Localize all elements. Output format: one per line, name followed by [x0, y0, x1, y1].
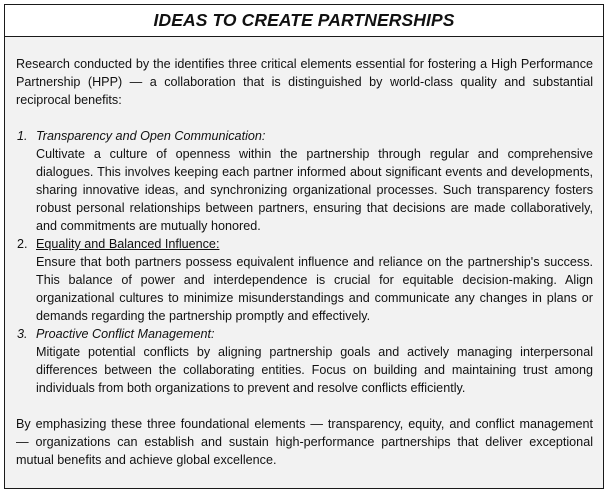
conclusion-paragraph: By emphasizing these three foundational elements — transparency, equity, and conflict management — organizations can establish and sustain high-performance partnerships that deliver exceptional mutual benefits and achieve global excellence. [16, 417, 593, 467]
list-item-text: Ensure that both partners possess equivalent influence and reliance on the partnership's success. This balance of power and interdependence is crucial for equitable decision-making. Align organizational cultures to minimize misunderstandings and communicate any changes in plans or demands regarding the partnership promptly and effectively. [36, 255, 593, 323]
list-item-text: Cultivate a culture of openness within the partnership through regular and comprehensive dialogues. This involves keeping each partner informed about significant events and developments, sharing innovative ideas, and synchronizing organizational processes. Such transparency fosters robust personal relationships between partners, ensuring that decisions are made collaboratively, and commitments are mutually honored. [36, 147, 593, 233]
list-item-number: 2. [17, 237, 28, 251]
intro-paragraph: Research conducted by the identifies three critical elements essential for fostering a High Performance Partnership (HPP) — a collaboration that is distinguished by world-class quality and substantial reciprocal benefits: [16, 57, 593, 107]
list-item-equality [16, 235, 593, 325]
document-frame [4, 4, 604, 489]
list-item-transparency [16, 127, 593, 235]
list-item-heading: Equality and Balanced Influence: [36, 237, 220, 251]
list-item-number: 1. [17, 129, 28, 143]
list-item-conflict [16, 325, 593, 397]
document-body [5, 37, 603, 488]
list-item-heading: Transparency and Open Communication: [36, 129, 266, 143]
list-item-text: Mitigate potential conflicts by aligning partnership goals and actively managing interpersonal differences between the collaborating entities. Focus on building and maintaining trust among individuals from both organizations to prevent and resolve conflicts efficiently. [36, 345, 593, 395]
document-title: IDEAS TO CREATE PARTNERSHIPS [153, 10, 455, 30]
title-bar [5, 5, 603, 37]
list-item-number: 3. [17, 327, 28, 341]
elements-list [16, 127, 593, 397]
list-item-heading: Proactive Conflict Management: [36, 327, 215, 341]
list-item-heading-wrap [36, 235, 593, 253]
